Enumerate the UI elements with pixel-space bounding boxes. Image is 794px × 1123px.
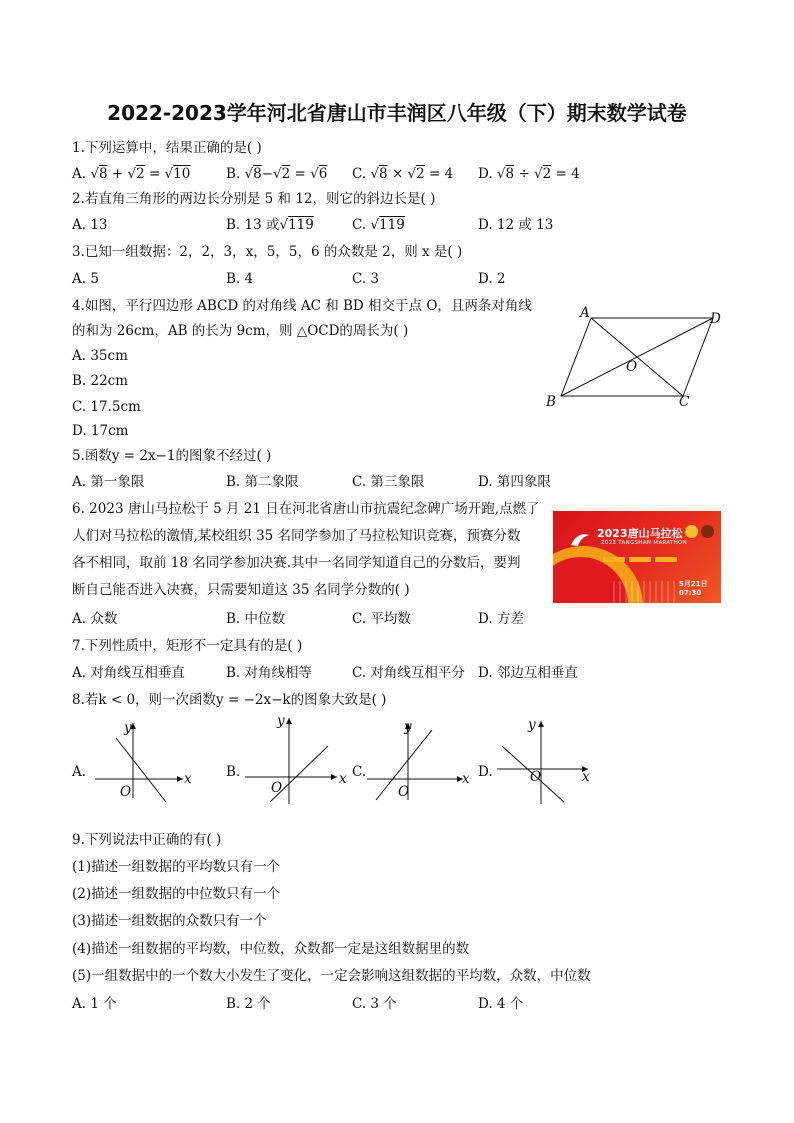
q4-option-c[interactable]: C. 17.5cm (72, 399, 141, 415)
fig-label-b: B (546, 394, 556, 410)
q7-option-b[interactable]: B. 对角线相等 (226, 665, 313, 681)
q5-stem: 5.函数y = 2x−1的图象不经过( ) (72, 448, 272, 464)
q9-statement-5: (5)一组数据中的一个数大小发生了变化，一定会影响这组数据的平均数，众数，中位数 (72, 968, 591, 984)
q8-b-y-label: y (277, 713, 285, 729)
promo-title: 2023唐山马拉松 (597, 527, 683, 540)
q4-stem-line2: 的和为 26cm，AB 的长为 9cm，则 △OCD的周长为( ) (72, 323, 409, 339)
sponsor-logo-icon (701, 525, 714, 538)
q6-option-b[interactable]: B. 中位数 (226, 611, 286, 627)
q9-option-d[interactable]: D. 4 个 (478, 996, 524, 1012)
phoenix-logo-icon (570, 533, 590, 547)
q5-option-a[interactable]: A. 第一象限 (72, 474, 145, 490)
q3-option-a[interactable]: A. 5 (72, 271, 99, 287)
q1-stem: 1.下列运算中，结果正确的是( ) (72, 140, 262, 156)
promo-tag (629, 557, 651, 562)
sponsor-logo-icon (685, 525, 698, 538)
q2-option-b[interactable]: B. 13 或√119 (226, 217, 314, 233)
q1-option-c[interactable]: C. √8 × √2 = 4 (352, 166, 454, 182)
fig-label-a: A (580, 305, 590, 321)
q4-option-b[interactable]: B. 22cm (72, 373, 129, 389)
q8-c-x-label: x (462, 771, 470, 787)
q3-option-d[interactable]: D. 2 (478, 271, 506, 287)
q9-stem: 9.下列说法中正确的有( ) (72, 832, 222, 848)
q8-d-x-label: x (582, 769, 590, 785)
q8-option-b-label[interactable]: B. (226, 764, 241, 780)
q8-a-x-label: x (184, 771, 192, 787)
q8-d-origin-label: O (530, 769, 542, 785)
q4-stem-line1: 4.如图，平行四边形 ABCD 的对角线 AC 和 BD 相交于点 O，且两条对角线 (72, 298, 532, 314)
q6-stem-line4: 断自己能否进入决赛，只需要知道这 35 名同学分数的( ) (72, 582, 410, 598)
q8-c-y-label: y (404, 719, 412, 735)
q9-option-c[interactable]: C. 3 个 (352, 996, 397, 1012)
q8-a-origin-label: O (120, 784, 132, 800)
q7-option-d[interactable]: D. 邻边互相垂直 (478, 665, 578, 681)
diagonal-bd (561, 318, 713, 396)
q9-statement-1: (1)描述一组数据的平均数只有一个 (72, 859, 281, 875)
q7-stem: 7.下列性质中，矩形不一定具有的是( ) (72, 638, 303, 654)
q2-stem: 2.若直角三角形的两边长分别是 5 和 12，则它的斜边长是( ) (72, 191, 436, 207)
q6-option-d[interactable]: D. 方差 (478, 611, 524, 627)
q8-graph-d[interactable] (492, 716, 596, 806)
q1-option-b[interactable]: B. √8−√2 = √6 (226, 166, 328, 182)
promo-tag (655, 557, 677, 562)
q9-statement-2: (2)描述一组数据的中位数只有一个 (72, 886, 281, 902)
q6-stem-line3: 各不相同，取前 18 名同学参加决赛.其中一名同学知道自己的分数后，要判 (72, 555, 521, 571)
q9-statement-4: (4)描述一组数据的平均数，中位数，众数都一定是这组数据里的数 (72, 941, 470, 957)
q6-option-c[interactable]: C. 平均数 (352, 611, 411, 627)
q1-option-d[interactable]: D. √8 ÷ √2 = 4 (478, 166, 580, 182)
q9-option-b[interactable]: B. 2 个 (226, 996, 271, 1012)
marathon-promo-image (553, 511, 721, 603)
q3-option-c[interactable]: C. 3 (352, 271, 380, 287)
q2-option-c[interactable]: C. √119 (352, 217, 405, 233)
q4-option-d[interactable]: D. 17cm (72, 423, 129, 439)
q5-option-d[interactable]: D. 第四象限 (478, 474, 551, 490)
promo-pattern (613, 581, 675, 603)
q8-a-y-label: y (124, 720, 132, 736)
q1-option-a[interactable]: A. √8 + √2 = √10 (72, 166, 191, 182)
q4-option-a[interactable]: A. 35cm (72, 348, 128, 364)
q5-option-b[interactable]: B. 第二象限 (226, 474, 299, 490)
fig-label-o: O (626, 359, 638, 375)
promo-subtitle: 2023 TANGSHAN MARATHON (601, 540, 688, 546)
fig-label-c: C (679, 394, 690, 410)
parallelogram-figure (545, 302, 725, 410)
q2-option-d[interactable]: D. 12 或 13 (478, 217, 554, 233)
q7-option-a[interactable]: A. 对角线互相垂直 (72, 665, 185, 681)
q8-d-y-label: y (528, 717, 536, 733)
q5-option-c[interactable]: C. 第三象限 (352, 474, 425, 490)
q8-stem: 8.若k < 0，则一次函数y = −2x−k的图象大致是( ) (72, 692, 387, 708)
q9-option-a[interactable]: A. 1 个 (72, 996, 117, 1012)
q8-b-x-label: x (339, 771, 347, 787)
q7-option-c[interactable]: C. 对角线互相平分 (352, 665, 465, 681)
q8-b-origin-label: O (271, 780, 283, 796)
q8-option-c-label[interactable]: C. (352, 764, 367, 780)
q8-option-a-label[interactable]: A. (72, 764, 87, 780)
q9-statement-3: (3)描述一组数据的众数只有一个 (72, 913, 267, 929)
q8-graph-a[interactable] (90, 718, 190, 803)
q6-stem-line1: 6. 2023 唐山马拉松于 5 月 21 日在河北省唐山市抗震纪念碑广场开跑,点燃了 (72, 501, 540, 517)
q8-c-origin-label: O (398, 784, 410, 800)
q2-option-a[interactable]: A. 13 (72, 217, 108, 233)
q8-option-d-label[interactable]: D. (478, 764, 493, 780)
q6-stem-line2: 人们对马拉松的激情,某校组织 35 名同学参加了马拉松知识竞赛，预赛分数 (72, 528, 521, 544)
promo-date: 5月21日 07:30 (679, 580, 708, 597)
q8-graph-b[interactable] (240, 712, 345, 807)
fig-label-d: D (710, 311, 721, 327)
q8-graph-c[interactable] (362, 718, 472, 803)
q6-option-a[interactable]: A. 众数 (72, 611, 118, 627)
page-title: 2022-2023学年河北省唐山市丰润区八年级（下）期末数学试卷 (107, 101, 687, 125)
promo-tag (603, 557, 625, 562)
q3-option-b[interactable]: B. 4 (226, 271, 254, 287)
q3-stem: 3.已知一组数据：2，2，3，x，5，5，6 的众数是 2，则 x 是( ) (72, 244, 463, 260)
